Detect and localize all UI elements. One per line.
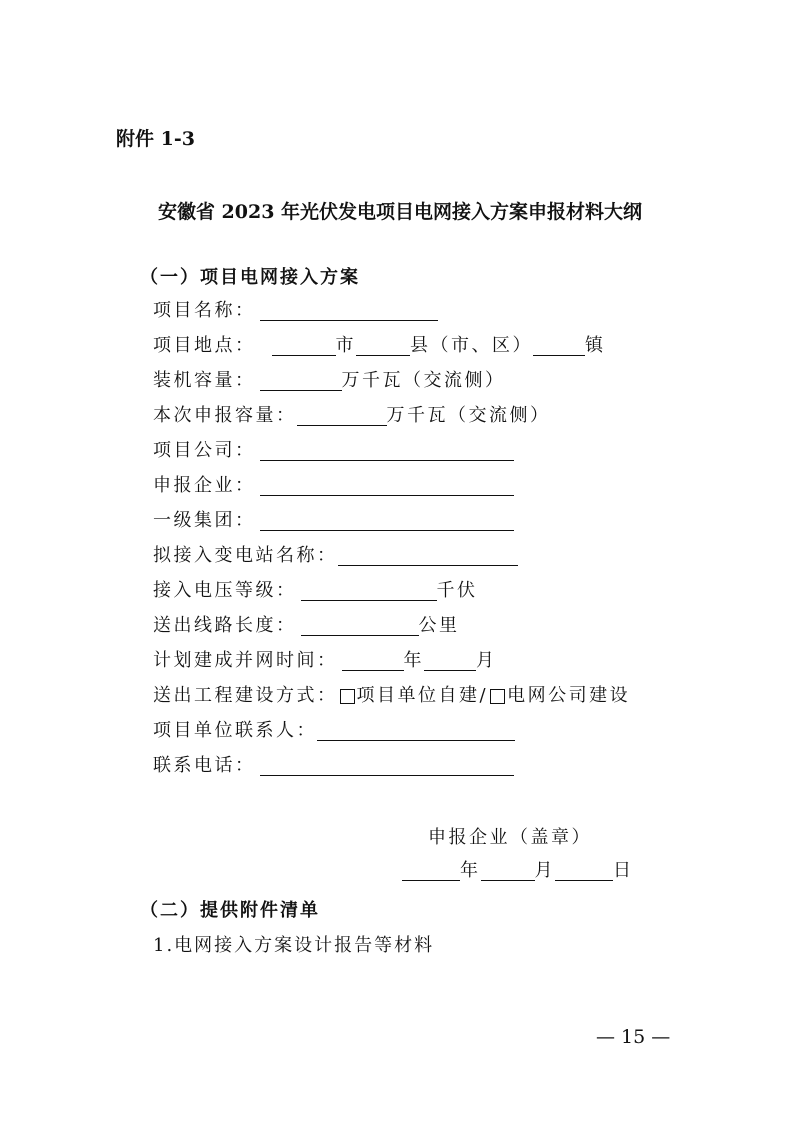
field-label: 装机容量：	[153, 370, 256, 391]
field-label: 项目公司：	[153, 440, 256, 461]
line-length-blank[interactable]	[301, 615, 419, 636]
substation-blank[interactable]	[338, 545, 518, 566]
section1-heading: （一）项目电网接入方案	[140, 267, 360, 288]
schedule-year-label: 年	[403, 650, 424, 671]
town-label: 镇	[585, 335, 606, 356]
field-label: 项目单位联系人：	[153, 720, 317, 741]
field-project-name	[153, 298, 438, 324]
field-project-company	[153, 438, 514, 464]
city-blank[interactable]	[272, 335, 336, 356]
date-day-label: 日	[613, 860, 634, 881]
apply-capacity-blank[interactable]	[297, 405, 387, 426]
group-blank[interactable]	[260, 510, 514, 531]
field-label: 拟接入变电站名称：	[153, 545, 338, 566]
field-label: 接入电压等级：	[153, 580, 297, 601]
seal-date	[402, 858, 634, 884]
field-contact	[153, 718, 515, 744]
project-name-blank[interactable]	[260, 300, 438, 321]
date-month-blank[interactable]	[481, 860, 535, 881]
field-voltage	[153, 578, 478, 604]
field-phone	[153, 753, 514, 779]
field-label: 联系电话：	[153, 755, 256, 776]
apply-capacity-unit: 万千瓦（交流侧）	[386, 405, 551, 426]
date-month-label: 月	[534, 860, 555, 881]
attachment-item: 1.电网接入方案设计报告等材料	[153, 935, 435, 956]
capacity-blank[interactable]	[260, 370, 342, 391]
county-label: 县（市、区）	[410, 335, 533, 356]
field-label: 项目地点：	[153, 335, 256, 356]
field-location	[153, 333, 606, 359]
schedule-month-label: 月	[476, 650, 497, 671]
schedule-month-blank[interactable]	[424, 650, 476, 671]
voltage-blank[interactable]	[301, 580, 437, 601]
checkbox-self-build[interactable]	[340, 689, 355, 704]
contact-blank[interactable]	[317, 720, 515, 741]
schedule-year-blank[interactable]	[342, 650, 404, 671]
field-label: 一级集团：	[153, 510, 256, 531]
option-grid-label: 电网公司建设	[507, 685, 631, 706]
city-label: 市	[335, 335, 356, 356]
page-number: — 15 —	[596, 1026, 671, 1048]
field-label: 本次申报容量：	[153, 405, 297, 426]
capacity-unit: 万千瓦（交流侧）	[341, 370, 506, 391]
checkbox-grid-build[interactable]	[490, 689, 505, 704]
field-label: 项目名称：	[153, 300, 256, 321]
field-label: 送出线路长度：	[153, 615, 297, 636]
voltage-unit: 千伏	[436, 580, 478, 601]
field-label: 计划建成并网时间：	[153, 650, 338, 671]
field-schedule	[153, 648, 497, 674]
project-company-blank[interactable]	[260, 440, 514, 461]
document-title: 安徽省 2023 年光伏发电项目电网接入方案申报材料大纲	[157, 201, 643, 223]
applicant-blank[interactable]	[260, 475, 514, 496]
field-applicant	[153, 473, 514, 499]
field-substation	[153, 543, 518, 569]
field-capacity	[153, 368, 506, 394]
county-blank[interactable]	[356, 335, 410, 356]
town-blank[interactable]	[533, 335, 585, 356]
field-line-length	[153, 613, 460, 639]
seal-label: 申报企业（盖章）	[428, 827, 592, 848]
field-label: 送出工程建设方式：	[153, 685, 338, 706]
field-construction-mode	[153, 683, 630, 709]
date-day-blank[interactable]	[555, 860, 613, 881]
option-self-label: 项目单位自建/	[356, 685, 489, 706]
date-year-blank[interactable]	[402, 860, 460, 881]
date-year-label: 年	[460, 860, 481, 881]
phone-blank[interactable]	[260, 755, 514, 776]
attachment-label: 附件 1-3	[116, 128, 195, 150]
field-label: 申报企业：	[153, 475, 256, 496]
section2-heading: （二）提供附件清单	[140, 900, 320, 921]
line-length-unit: 公里	[418, 615, 460, 636]
field-group	[153, 508, 514, 534]
field-apply-capacity	[153, 403, 551, 429]
